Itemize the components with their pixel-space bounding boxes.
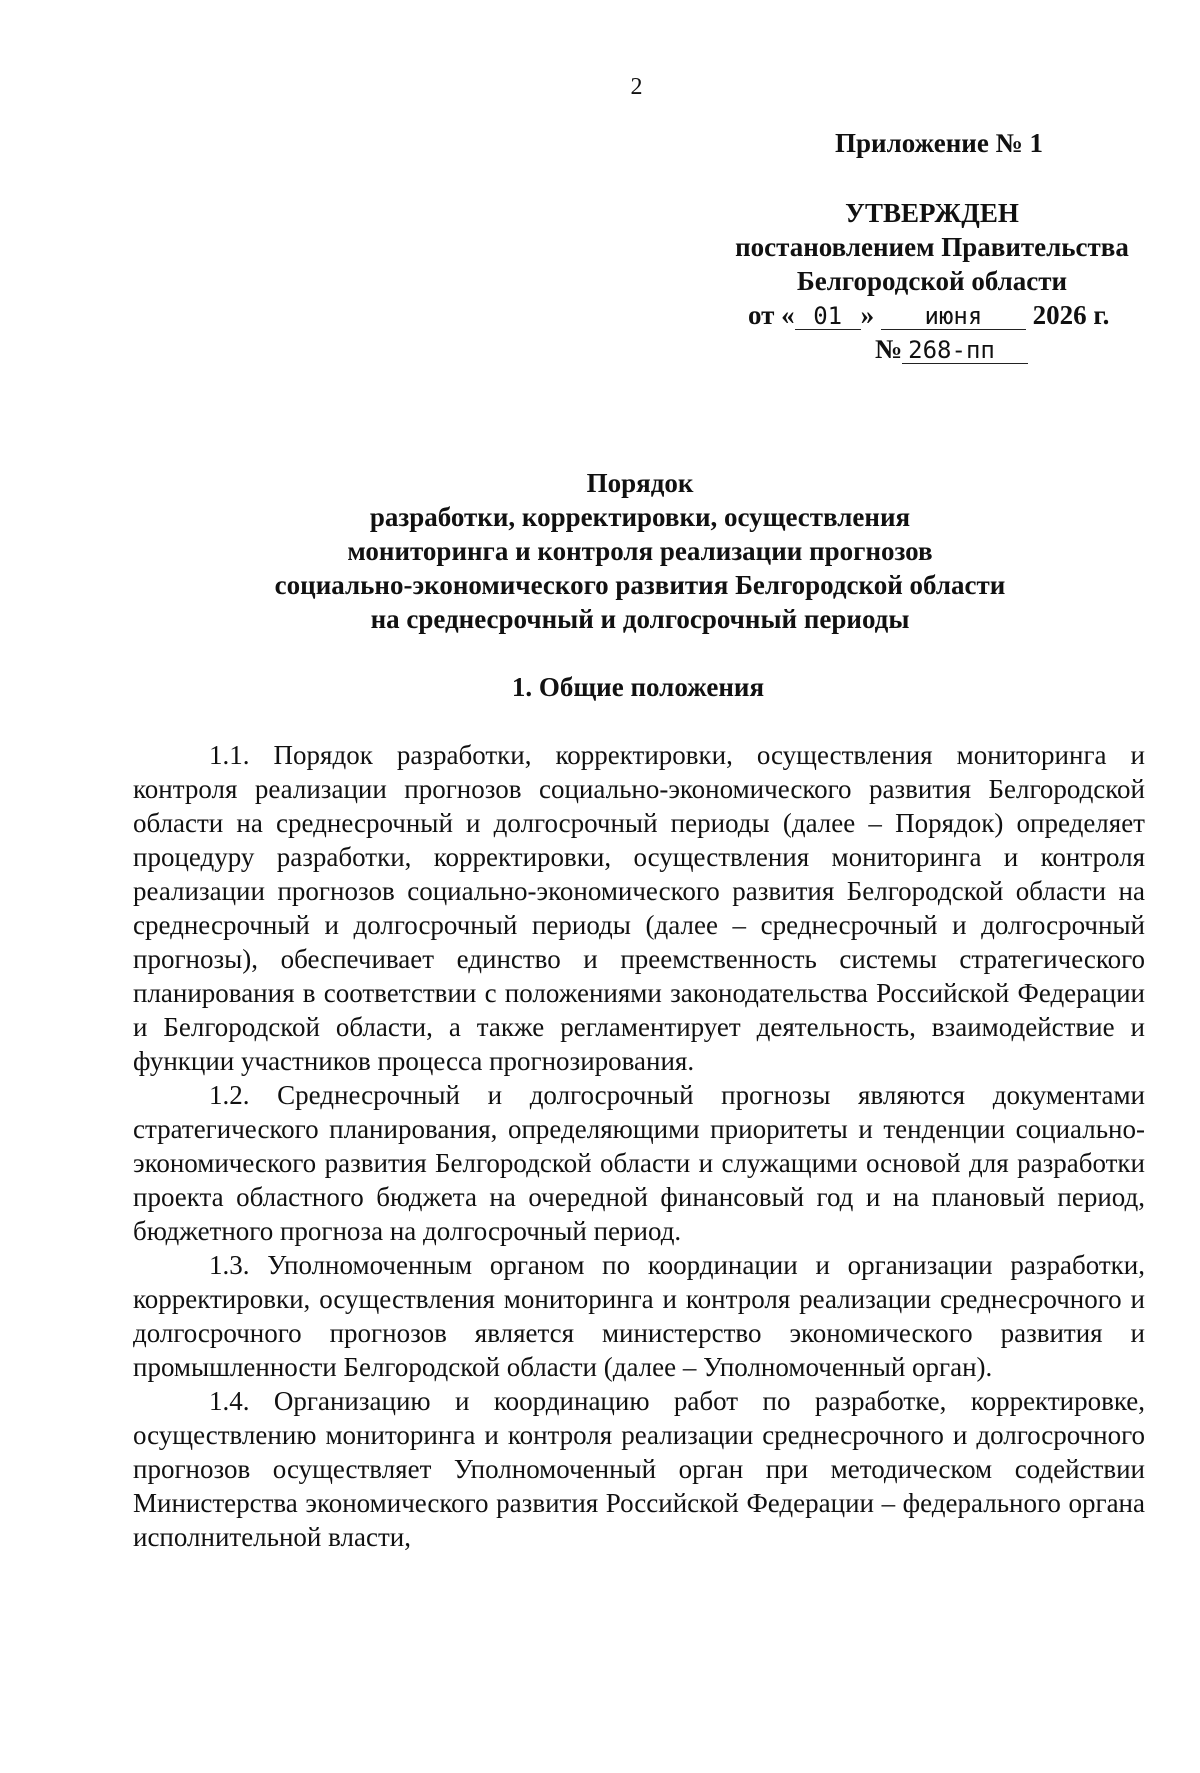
title-line-2: разработки, корректировки, осуществления <box>369 502 911 532</box>
paragraph-1-4: 1.4. Организацию и координацию работ по разработке, корректировке, осуществлению мониторинга и контроля реализации среднесрочного и долгосрочного прогнозов осуществляет Уполномоченный орган при методическом содействии Министерства экономического развития Российской Федерации – федерального органа исполнительной власти, <box>133 1386 1145 1552</box>
section-heading: 1. Общие положения <box>511 672 765 702</box>
page-number: 2 <box>630 74 643 100</box>
date-day-handwritten: 01 <box>795 303 861 330</box>
number-prefix: № <box>875 334 903 364</box>
resolution-number-handwritten: 268-пп <box>902 337 1028 364</box>
paragraph-1-3: 1.3. Уполномоченным органом по координации и организации разработки, корректировки, осуществления мониторинга и контроля реализации среднесрочного и долгосрочного прогнозов является министерство экономического развития и промышленности Белгородской области (далее – Уполномоченный орган). <box>133 1250 1145 1382</box>
resolution-label: постановлением Правительства <box>735 232 1129 262</box>
approval-number-line <box>700 332 1164 366</box>
title-line-1: Порядок <box>586 468 694 498</box>
title-line-3: мониторинга и контроля реализации прогнозов <box>347 536 933 566</box>
date-month-handwritten: июня <box>881 303 1026 330</box>
approval-date-line <box>700 298 1164 332</box>
approved-label: УТВЕРЖДЕН <box>845 198 1019 228</box>
document-title <box>0 466 1200 636</box>
paragraph-1-2: 1.2. Среднесрочный и долгосрочный прогнозы являются документами стратегического планирования, определяющими приоритеты и тенденции социально-экономического развития Белгородской области и служащими основой для разработки проекта областного бюджета на очередной финансовый год и на плановый период, бюджетного прогноза на долгосрочный период. <box>133 1080 1145 1246</box>
region-label: Белгородской области <box>796 266 1068 296</box>
date-year: 2026 г. <box>1032 300 1110 330</box>
title-line-5: на среднесрочный и долгосрочный периоды <box>370 604 910 634</box>
approval-stamp-block <box>700 196 1164 366</box>
date-prefix: от « <box>748 300 795 330</box>
annex-label: Приложение № 1 <box>835 128 1043 158</box>
title-line-4: социально-экономического развития Белгородской области <box>274 570 1006 600</box>
date-mid: » <box>860 300 875 330</box>
paragraph-1-1: 1.1. Порядок разработки, корректировки, осуществления мониторинга и контроля реализации прогнозов социально-экономического развития Белгородской области на среднесрочный и долгосрочный периоды (далее – Порядок) определяет процедуру разработки, корректировки, осуществления мониторинга и контроля реализации прогнозов социально-экономического развития Белгородской области на среднесрочный и долгосрочный периоды (далее – среднесрочный и долгосрочный прогнозы), обеспечивает единство и преемственность системы стратегического планирования в соответствии с положениями законодательства Российской Федерации и Белгородской области, а также регламентирует деятельность, взаимодействие и функции участников процесса прогнозирования. <box>133 740 1145 1076</box>
document-body <box>133 738 1145 1554</box>
